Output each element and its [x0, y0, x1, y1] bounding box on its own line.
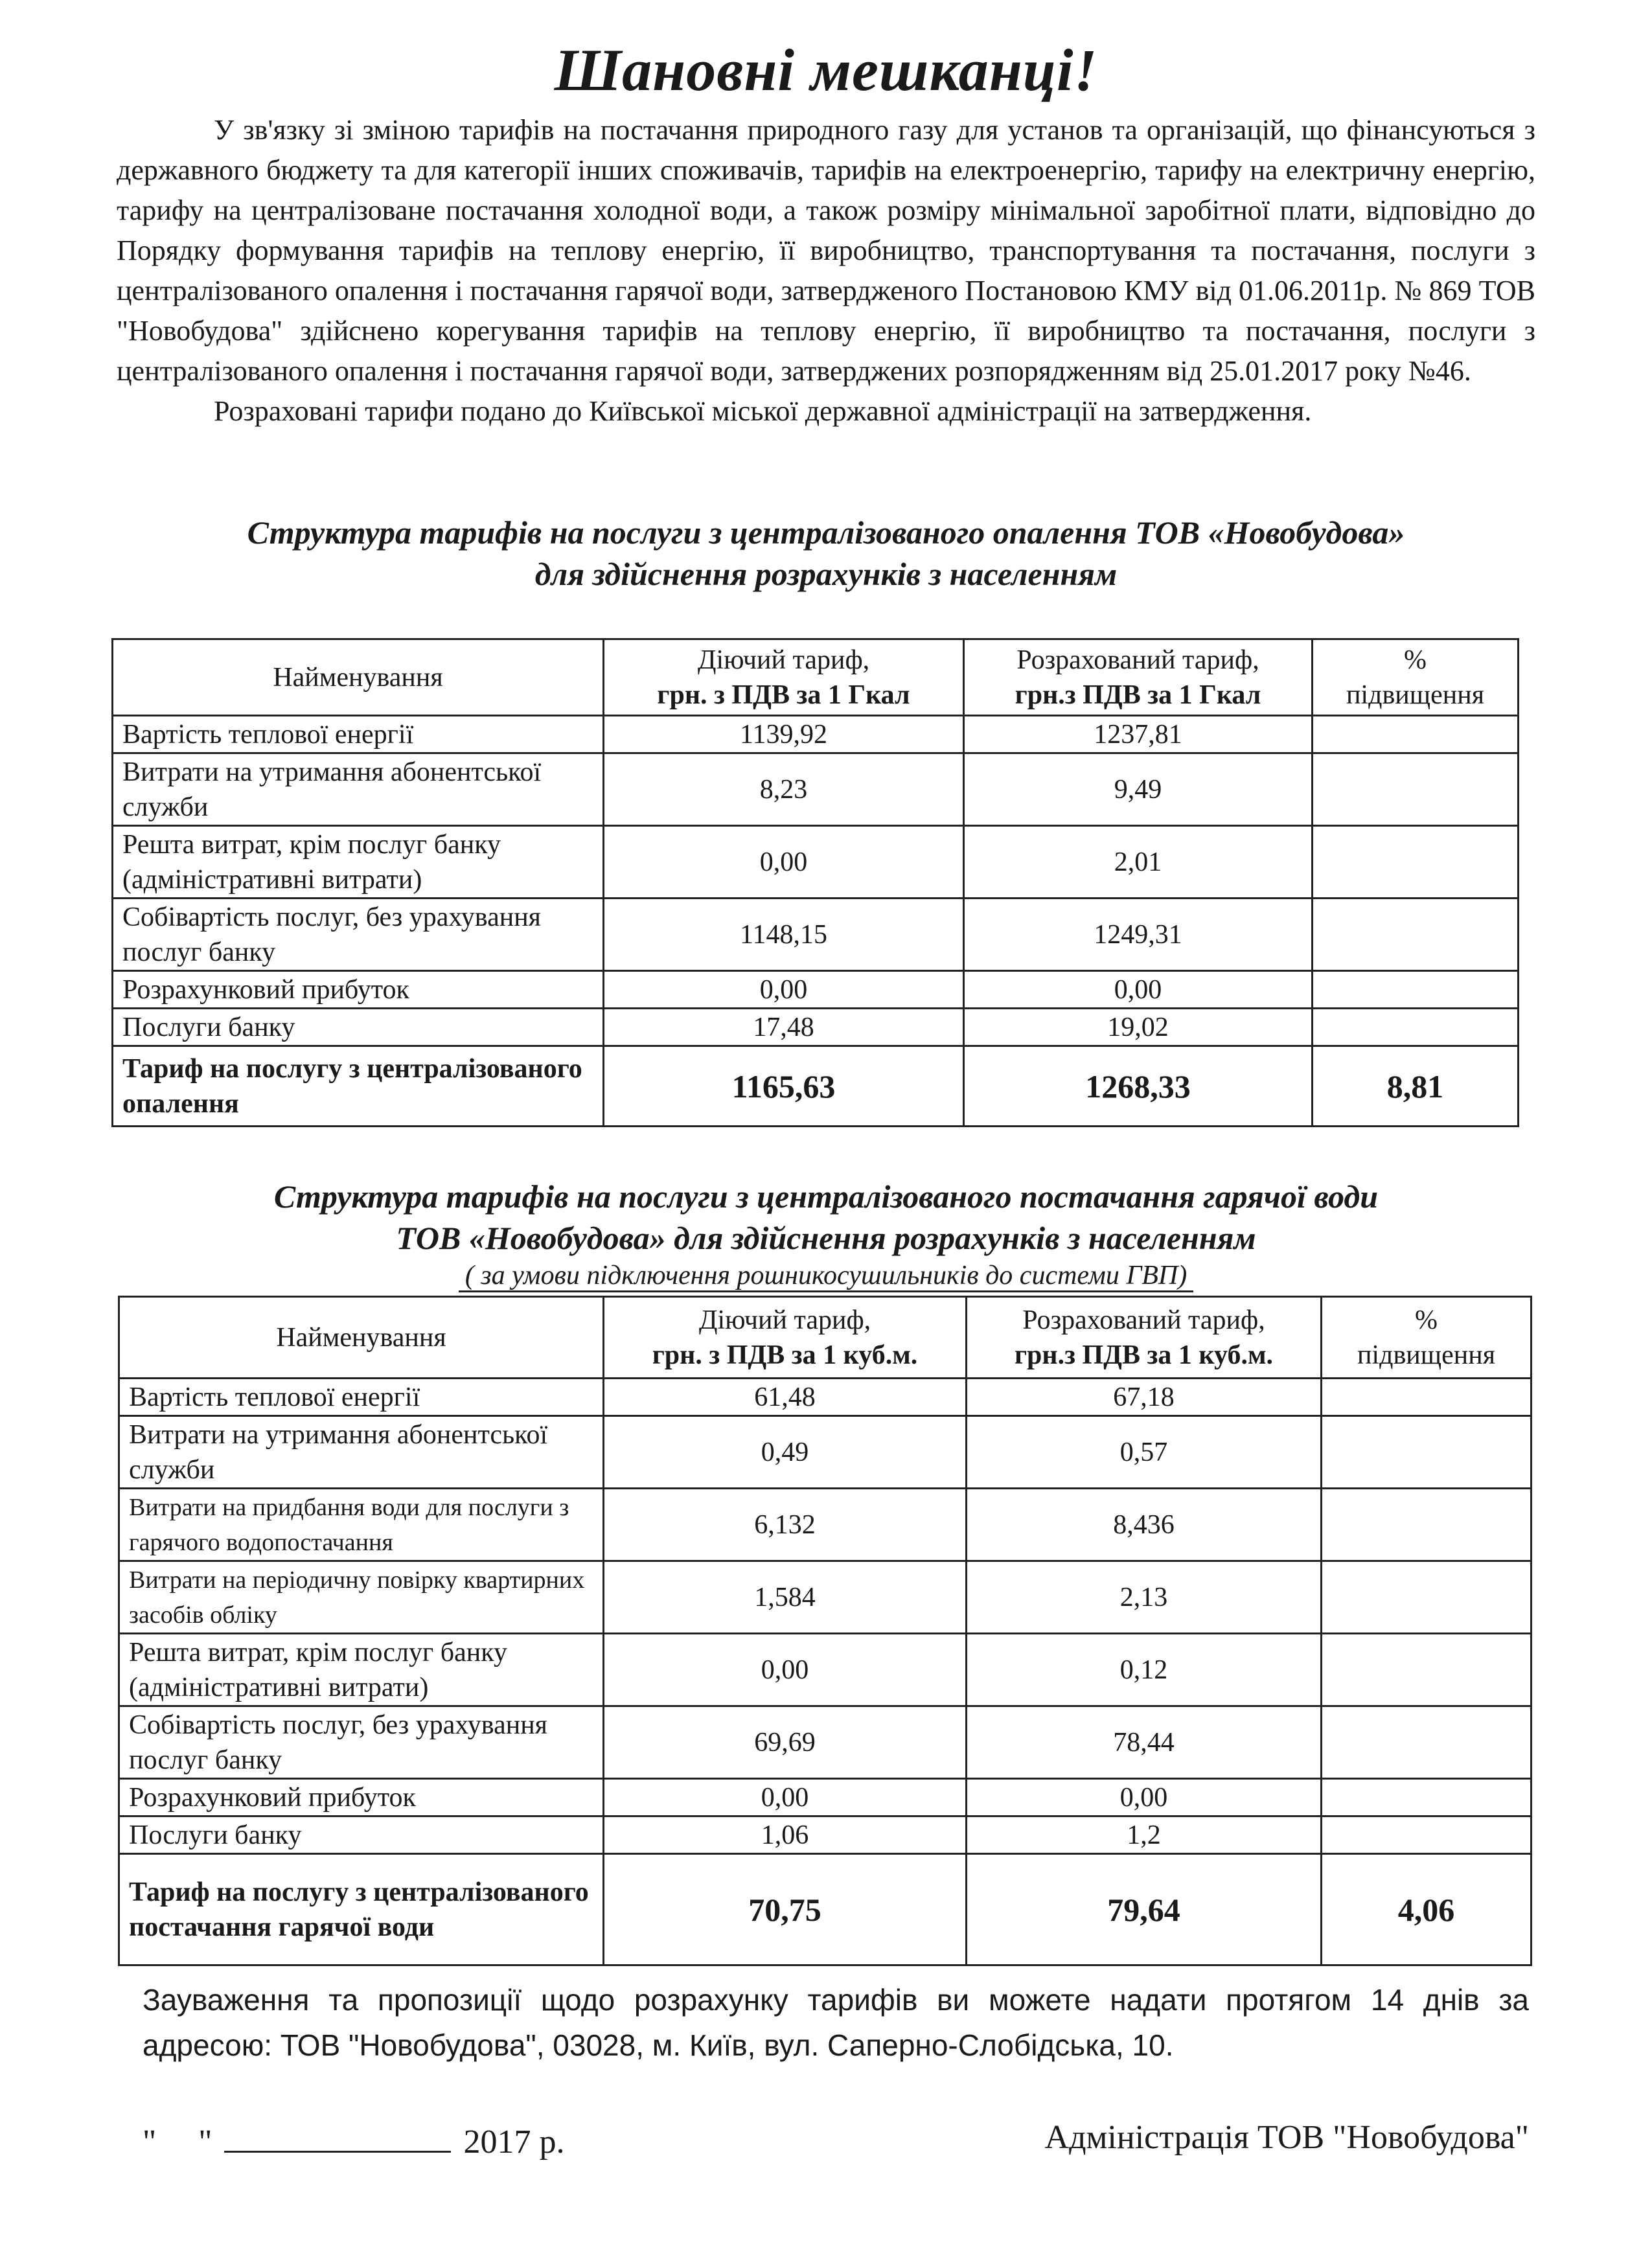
row-current: 69,69: [604, 1706, 967, 1779]
hot-water-header-calculated: [967, 1297, 1322, 1379]
row-calculated: 1237,81: [964, 716, 1313, 753]
hot-water-title-line-1: Структура тарифів на послуги з централізованого постачання гарячої води: [273, 1178, 1379, 1215]
row-current: 0,00: [604, 826, 964, 899]
total-percent: 8,81: [1313, 1046, 1519, 1127]
row-current: 1139,92: [604, 716, 964, 753]
table-row: [119, 1706, 1532, 1779]
row-current: 1148,15: [604, 899, 964, 971]
row-calculated: 0,57: [967, 1416, 1322, 1489]
date-blank-line: [224, 2118, 451, 2153]
table-row: [119, 1379, 1532, 1416]
row-name: Витрати на утримання абонентської служби: [119, 1416, 604, 1489]
row-calculated: 2,01: [964, 826, 1313, 899]
total-percent: 4,06: [1322, 1854, 1532, 1965]
table-row: [113, 899, 1519, 971]
row-percent: [1313, 716, 1519, 753]
row-calculated: 78,44: [967, 1706, 1322, 1779]
row-current: 0,00: [604, 1779, 967, 1816]
hot-water-header-calculated-line-2: грн.з ПДВ за 1 куб.м.: [1014, 1340, 1274, 1370]
hot-water-header-current: [604, 1297, 967, 1379]
hot-water-header-percent-line-1: %: [1415, 1305, 1438, 1335]
row-calculated: 19,02: [964, 1009, 1313, 1046]
heating-header-percent-line-2: підвищення: [1346, 680, 1485, 710]
date-quotes: " ": [143, 2124, 212, 2160]
administration-signature: Адміністрація ТОВ "Новобудова": [1044, 2119, 1529, 2156]
heating-header-name: Найменування: [113, 639, 604, 716]
row-percent: [1322, 1489, 1532, 1561]
table-row: [119, 1561, 1532, 1634]
page-title: Шановні мешканці!: [554, 37, 1098, 103]
row-current: 1,584: [604, 1561, 967, 1634]
row-percent: [1322, 1416, 1532, 1489]
intro-paragraph-1: У зв'язку зі зміною тарифів на постачання природного газу для установ та організацій, що фінансуються з державного бюджету та для категорії інших споживачів, тарифів на електроенергію, тарифу на електричну енергію, тарифу на централізоване постачання холодної води, а також розміру мінімальної заробітної плати, відповідно до Порядку формування тарифів на теплову енергію, її виробництво, транспортування та постачання, послуги з централізованого опалення і постачання гарячої води, затвердженого Постановою КМУ від 01.06.2011р. № 869 ТОВ "Новобудова" здійснено корегування тарифів на теплову енергію, її виробництво та постачання, послуги з централізованого опалення і постачання гарячої води, затверджених розпорядженням від 25.01.2017 року №46.: [117, 114, 1535, 387]
total-name: Тариф на послугу з централізованого постачання гарячої води: [119, 1854, 604, 1965]
hot-water-header-percent: [1322, 1297, 1532, 1379]
hot-water-header-name: Найменування: [119, 1297, 604, 1379]
table-row: [113, 971, 1519, 1009]
total-name: Тариф на послугу з централізованого опалення: [113, 1046, 604, 1127]
row-current: 17,48: [604, 1009, 964, 1046]
row-calculated: 2,13: [967, 1561, 1322, 1634]
row-name: Вартість теплової енергії: [119, 1379, 604, 1416]
row-name: Решта витрат, крім послуг банку (адміністративні витрати): [119, 1634, 604, 1706]
row-percent: [1322, 1561, 1532, 1634]
intro-text: [117, 110, 1535, 431]
total-current: 70,75: [604, 1854, 967, 1965]
table-row: [119, 1634, 1532, 1706]
heating-tariff-table: [111, 638, 1519, 1127]
table-row: [119, 1779, 1532, 1816]
row-current: 61,48: [604, 1379, 967, 1416]
row-name: Вартість теплової енергії: [113, 716, 604, 753]
table-row: [113, 716, 1519, 753]
row-name: Послуги банку: [113, 1009, 604, 1046]
heating-title-line-2: для здійснення розрахунків з населенням: [534, 556, 1118, 592]
table-row: [113, 826, 1519, 899]
heating-header-percent: [1313, 639, 1519, 716]
heating-header-current-line-1: Діючий тариф,: [697, 645, 870, 675]
hot-water-tariff-table: [118, 1296, 1532, 1966]
heating-header-calculated-line-2: грн.з ПДВ за 1 Гкал: [1015, 680, 1261, 710]
heating-section-title: [78, 512, 1574, 595]
row-calculated: 0,00: [967, 1779, 1322, 1816]
hot-water-header-current-line-1: Діючий тариф,: [698, 1305, 871, 1335]
date-year: 2017 р.: [463, 2124, 565, 2160]
row-calculated: 1,2: [967, 1816, 1322, 1854]
row-name: Витрати на періодичну повірку квартирних засобів обліку: [119, 1561, 604, 1634]
table-row: [119, 1489, 1532, 1561]
row-name: Послуги банку: [119, 1816, 604, 1854]
row-percent: [1322, 1779, 1532, 1816]
row-name: Собівартість послуг, без урахування послуг банку: [113, 899, 604, 971]
row-current: 1,06: [604, 1816, 967, 1854]
row-percent: [1313, 1009, 1519, 1046]
hot-water-title-line-2: ТОВ «Новобудова» для здійснення розрахунків з населенням: [396, 1220, 1256, 1256]
row-percent: [1322, 1706, 1532, 1779]
row-percent: [1322, 1634, 1532, 1706]
hot-water-header-percent-line-2: підвищення: [1357, 1340, 1496, 1370]
row-calculated: 1249,31: [964, 899, 1313, 971]
row-current: 0,49: [604, 1416, 967, 1489]
hot-water-note: ( за умови підключення рошникосушильників до системи ГВП): [459, 1261, 1193, 1292]
row-calculated: 0,12: [967, 1634, 1322, 1706]
row-calculated: 9,49: [964, 753, 1313, 826]
row-name: Собівартість послуг, без урахування послуг банку: [119, 1706, 604, 1779]
total-calculated: 1268,33: [964, 1046, 1313, 1127]
hot-water-header-calculated-line-1: Розрахований тариф,: [1022, 1305, 1265, 1335]
total-current: 1165,63: [604, 1046, 964, 1127]
table-row: [113, 753, 1519, 826]
table-row: [113, 1009, 1519, 1046]
hot-water-header-current-line-2: грн. з ПДВ за 1 куб.м.: [652, 1340, 918, 1370]
total-calculated: 79,64: [967, 1854, 1322, 1965]
hot-water-total-row: [119, 1854, 1532, 1965]
intro-paragraph-2: Розраховані тарифи подано до Київської міської державної адміністрації на затвердження.: [214, 395, 1312, 427]
row-current: 6,132: [604, 1489, 967, 1561]
row-calculated: 8,436: [967, 1489, 1322, 1561]
row-name: Розрахунковий прибуток: [119, 1779, 604, 1816]
heating-header-calculated-line-1: Розрахований тариф,: [1016, 645, 1259, 675]
heating-table-header-row: [113, 639, 1519, 716]
heating-header-calculated: [964, 639, 1313, 716]
heating-total-row: [113, 1046, 1519, 1127]
footer-note: Зауваження та пропозиції щодо розрахунку тарифів ви можете надати протягом 14 днів за адресою: ТОВ "Новобудова", 03028, м. Київ, вул. Саперно-Слобідська, 10.: [143, 1983, 1529, 2062]
row-name: Витрати на утримання абонентської служби: [113, 753, 604, 826]
row-current: 0,00: [604, 971, 964, 1009]
row-percent: [1322, 1379, 1532, 1416]
row-percent: [1313, 826, 1519, 899]
hot-water-section-title: [78, 1176, 1574, 1292]
row-percent: [1322, 1816, 1532, 1854]
row-percent: [1313, 753, 1519, 826]
row-percent: [1313, 971, 1519, 1009]
heating-header-current: [604, 639, 964, 716]
row-current: 0,00: [604, 1634, 967, 1706]
signature-date: [143, 2118, 564, 2161]
row-name: Решта витрат, крім послуг банку (адміністративні витрати): [113, 826, 604, 899]
heating-title-line-1: Структура тарифів на послуги з централізованого опалення ТОВ «Новобудова»: [247, 514, 1405, 551]
row-calculated: 67,18: [967, 1379, 1322, 1416]
heating-header-current-line-2: грн. з ПДВ за 1 Гкал: [657, 680, 910, 710]
row-percent: [1313, 899, 1519, 971]
row-name: Витрати на придбання води для послуги з гарячого водопостачання: [119, 1489, 604, 1561]
table-row: [119, 1816, 1532, 1854]
row-calculated: 0,00: [964, 971, 1313, 1009]
hot-water-table-header-row: [119, 1297, 1532, 1379]
table-row: [119, 1416, 1532, 1489]
row-current: 8,23: [604, 753, 964, 826]
row-name: Розрахунковий прибуток: [113, 971, 604, 1009]
heating-header-percent-line-1: %: [1404, 645, 1427, 675]
